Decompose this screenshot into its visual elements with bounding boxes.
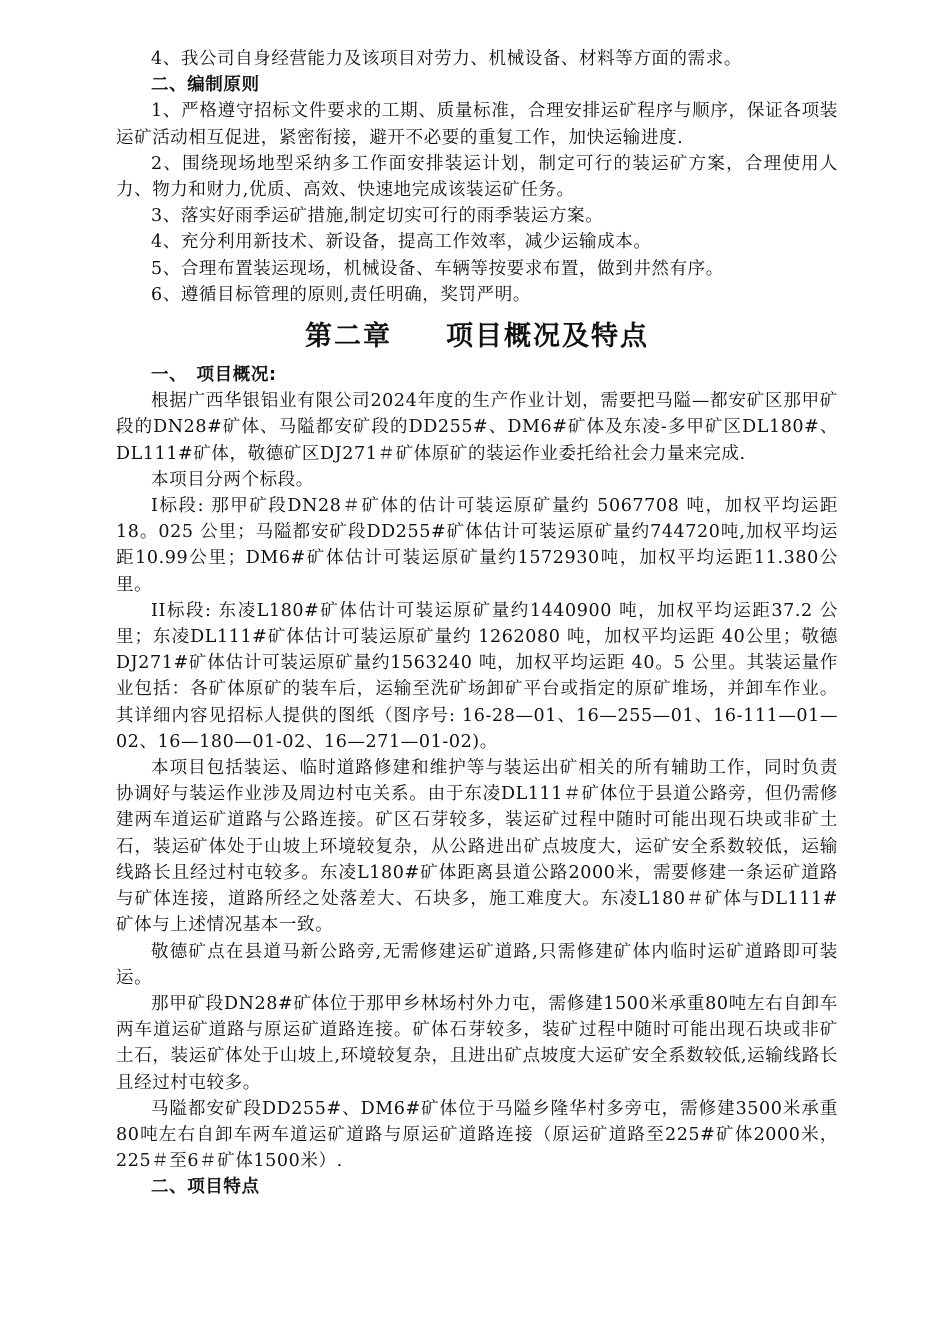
principle-6: 6、遵循目标管理的原则,责任明确，奖罚严明。 [151, 284, 531, 305]
chapter-title [116, 314, 838, 360]
heading-project-features: 二、项目特点 [151, 1177, 260, 1198]
principle-3: 3、落实好雨季运矿措施,制定切实可行的雨季装运方案。 [151, 206, 604, 227]
overview-paragraph-6: 敬德矿点在县道马新公路旁,无需修建运矿道路,只需修建矿体内临时运矿道路即可装运。 [116, 941, 838, 988]
heading-compilation-principles: 二、编制原则 [151, 75, 260, 96]
principle-5: 5、合理布置装运现场，机械设备、车辆等按要求布置，做到井然有序。 [151, 258, 724, 279]
overview-paragraph-5: 本项目包括装运、临时道路修建和维护等与装运出矿相关的所有辅助工作，同时负责协调好与装运作业涉及周边村屯关系。由于东凌DL111＃矿体位于县道公路旁，但仍需修建两车道运矿道路与公路连接。矿区石芽较多，装运矿过程中随时可能出现石块或非矿土石，装运矿体处于山坡上环境较复杂，从公路进出矿点坡度大，运矿安全系数较低，运输线路长且经过村屯较多。东凌L180#矿体距离县道公路2000米，需要修建一条运矿道路与矿体连接，道路所经之处落差大、石块多，施工难度大。东凌L180＃矿体与DL111#矿体与上述情况基本一致。 [116, 758, 838, 936]
overview-paragraph-3: I标段: 那甲矿段DN28＃矿体的估计可装运原矿量约 5067708 吨，加权平均运距 18。025 公里；马隘都安矿段DD255#矿体估计可装运原矿量约744720吨,加权平均运距10.99公里；DM6#矿体估计可装运原矿量约1572930吨，加权平均运距11.380公里。 [116, 496, 838, 595]
overview-paragraph-2: 本项目分两个标段。 [151, 469, 314, 490]
principle-1: 1、严格遵守招标文件要求的工期、质量标准，合理安排运矿程序与顺序，保证各项装运矿活动相互促进，紧密衔接，避开不必要的重复工作，加快运输进度. [116, 101, 838, 148]
chapter-name: 项目概况及特点 [446, 321, 649, 353]
paragraph-item4: 4、我公司自身经营能力及该项目对劳力、机械设备、材料等方面的需求。 [151, 49, 742, 69]
overview-paragraph-8: 马隘都安矿段DD255#、DM6#矿体位于马隘乡隆华村多旁屯，需修建3500米承重80吨左右自卸车两车道运矿道路与原运矿道路连接（原运矿道路至225#矿体2000米，225＃至6＃矿体1500米）. [116, 1098, 838, 1172]
overview-paragraph-1: 根据广西华银铝业有限公司2024年度的生产作业计划，需要把马隘—都安矿区那甲矿段的DN28#矿体、马隘都安矿段的DD255#、DM6#矿体及东凌-多甲矿区DL180#、DL111#矿体，敬德矿区DJ271＃矿体原矿的装运作业委托给社会力量来完成. [116, 391, 838, 464]
principle-2: 2、围绕现场地型采纳多工作面安排装运计划，制定可行的装运矿方案，合理使用人力、物力和财力,优质、高效、快速地完成该装运矿任务。 [116, 153, 838, 201]
overview-paragraph-7: 那甲矿段DN28#矿体位于那甲乡林场村外力屯，需修建1500米承重80吨左右自卸车两车道运矿道路与原运矿道路连接。矿体石芽较多，装矿过程中随时可能出现石块或非矿土石，装运矿体处于山坡上,环境较复杂，且进出矿点坡度大运矿安全系数较低,运输线路长且经过村屯较多。 [116, 993, 838, 1093]
heading-project-overview: 一、 项目概况: [151, 365, 277, 386]
document-page [116, 46, 838, 1201]
overview-paragraph-4: II标段: 东凌L180#矿体估计可装运原矿量约1440900 吨，加权平均运距37.2 公里；东凌DL111#矿体估计可装运原矿量约 1262080 吨，加权平均运距 40公里；敬德DJ271#矿体估计可装运原矿量约1563240 吨，加权平均运距 40。5 公里。其装运量作业包括：各矿体原矿的装车后，运输至洗矿场卸矿平台或指定的原矿堆场，并卸车作业。其详细内容见招标人提供的图纸（图序号: 16-28—01、16—255—01、16-111—01—02、16—180—01-02、16—271—01-02)。 [116, 600, 838, 752]
chapter-number: 第二章 [305, 321, 392, 353]
principle-4: 4、充分利用新技术、新设备，提高工作效率，减少运输成本。 [151, 232, 652, 253]
